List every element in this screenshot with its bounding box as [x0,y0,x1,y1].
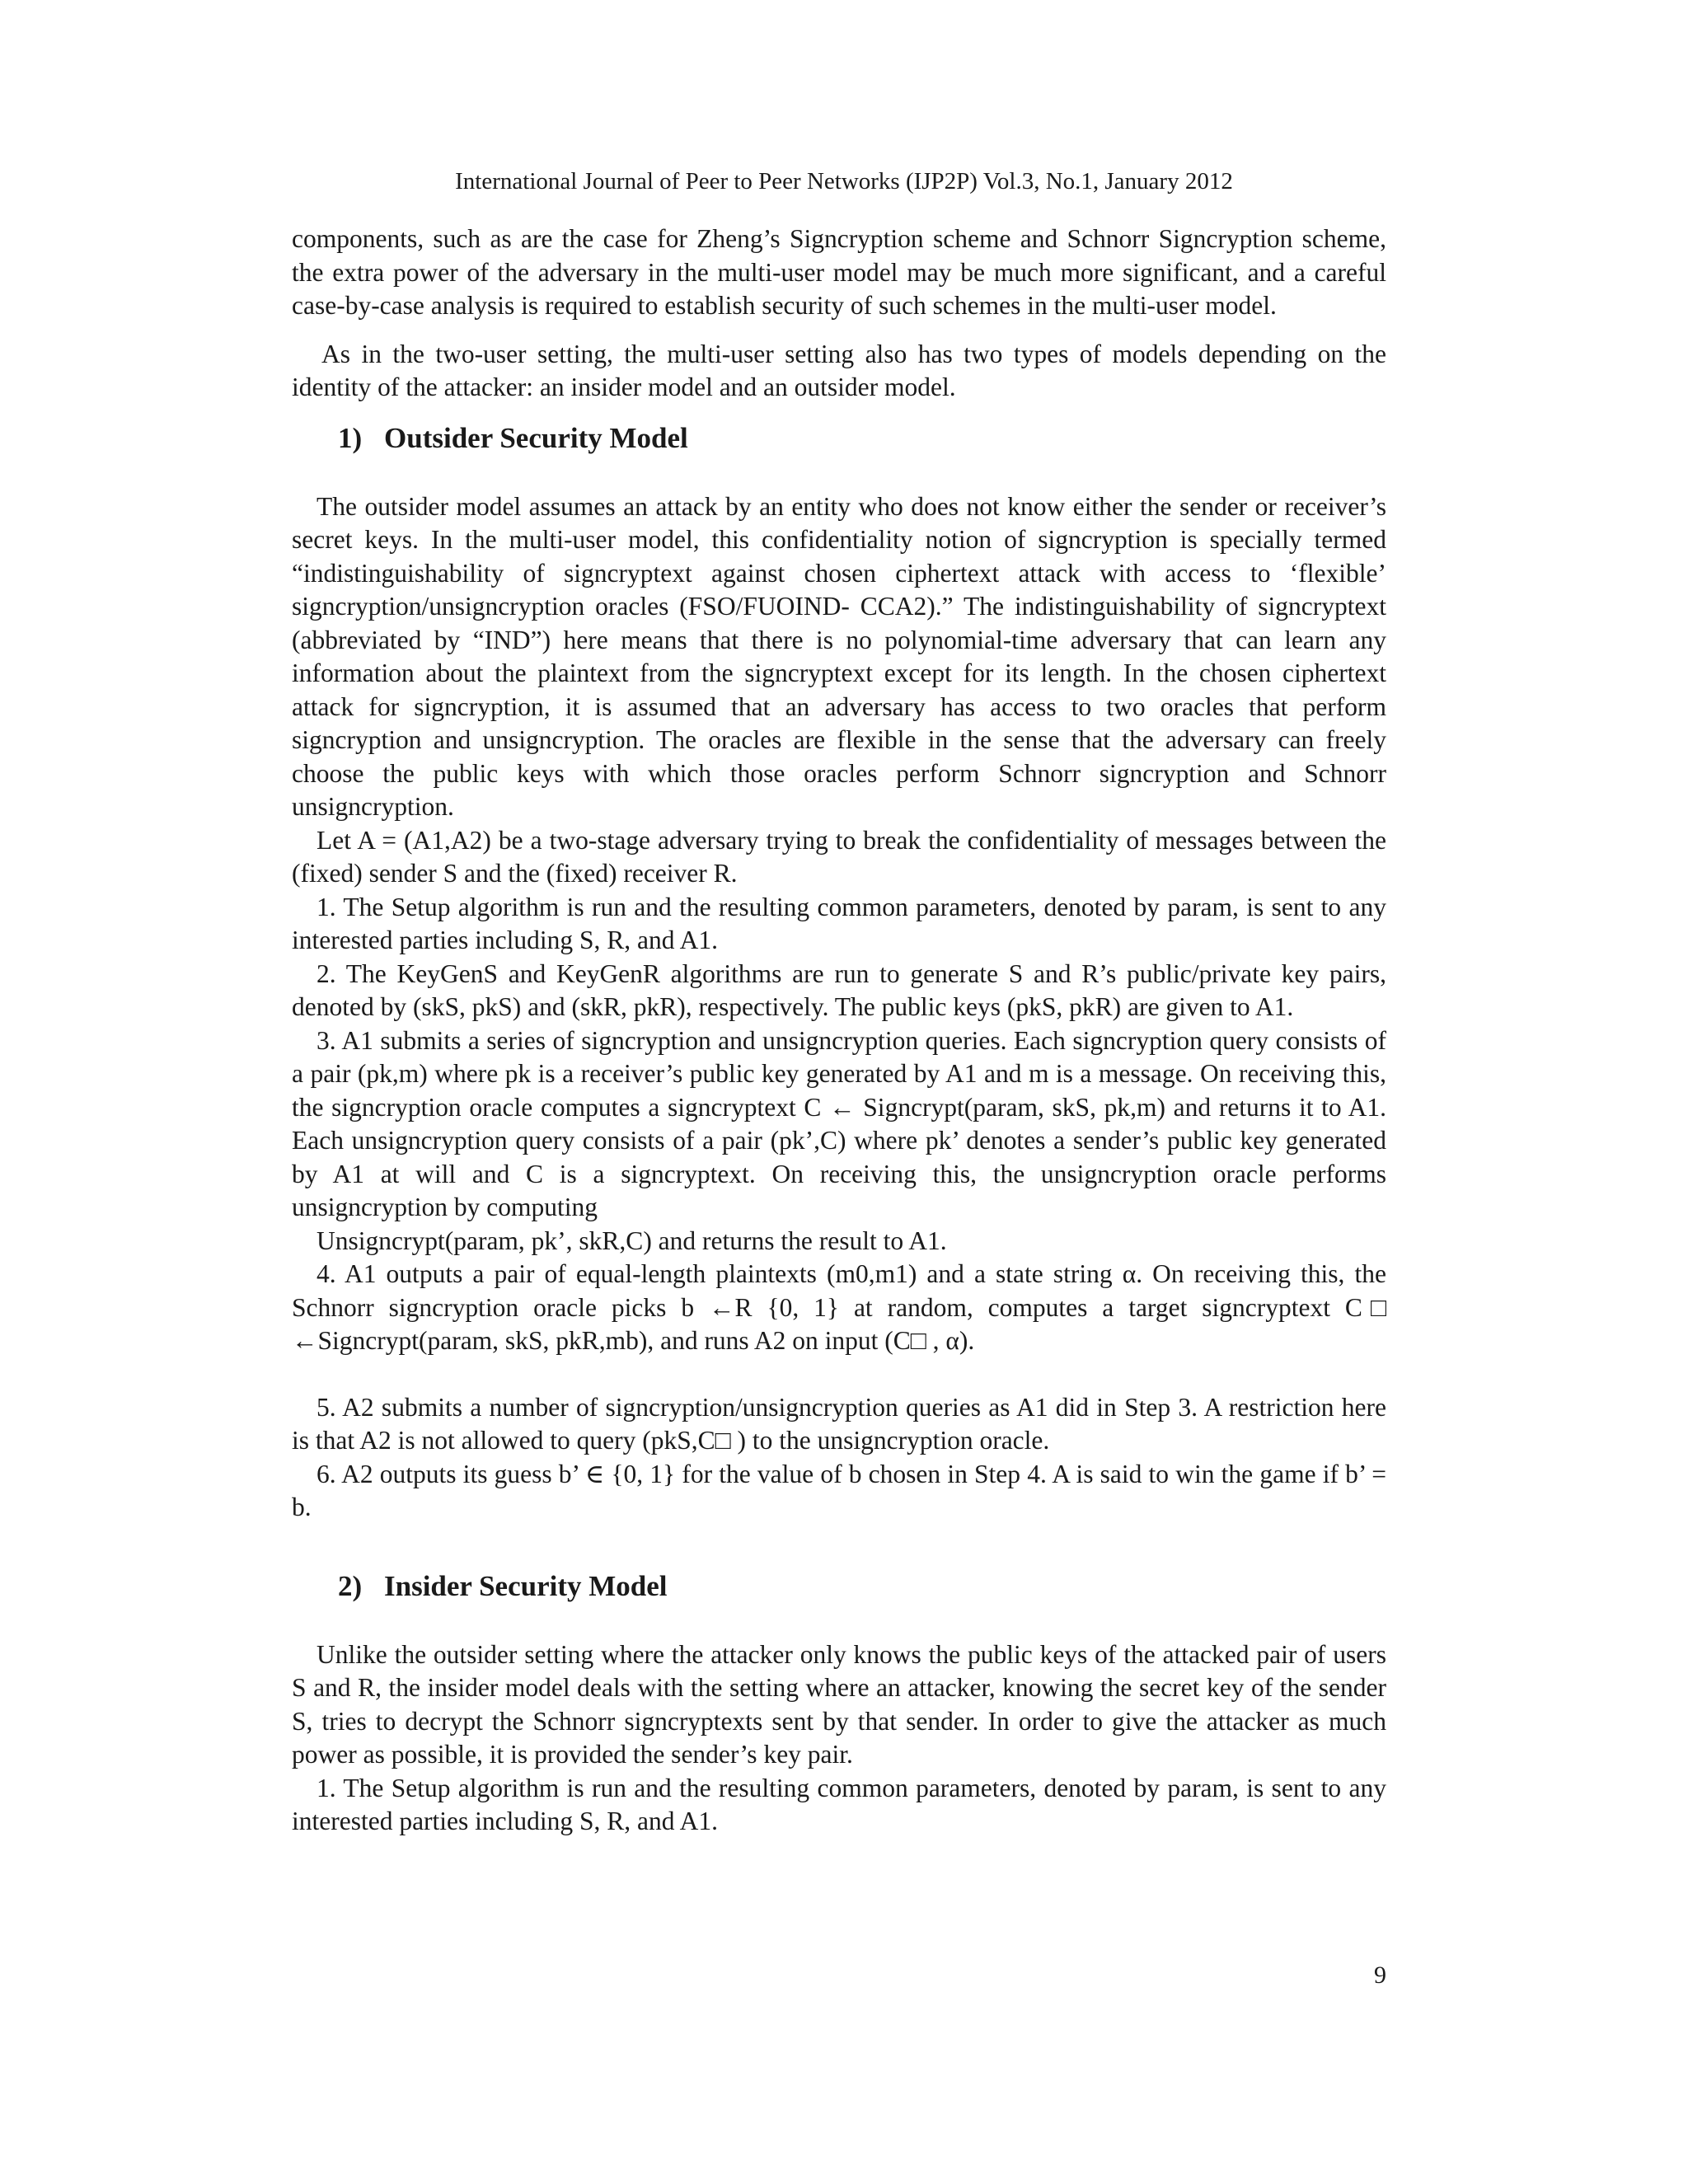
section-heading-insider [292,1568,1386,1605]
paragraph: The outsider model assumes an attack by an entity who does not know either the sender or receiver’s secret keys. In the multi-user model, this confidentiality notion of signcryption is specially termed “indistinguishability of signcryptext against chosen ciphertext attack with access to ‘flexible’ signcryption/unsigncryption oracles (FSO/FUOIND- CCA2).” The indistinguishability of signcryptext (abbreviated by “IND”) here means that there is no polynomial-time adversary that can learn any information about the plaintext from the signcryptext except for its length. In the chosen ciphertext attack for signcryption, it is assumed that an adversary has access to two oracles that perform signcryption and unsigncryption. The oracles are flexible in the sense that the adversary can freely choose the public keys with which those oracles perform Schnorr signcryption and Schnorr unsigncryption. [292,491,1386,821]
heading-number: 1) [338,421,363,454]
paragraph: Let A = (A1,A2) be a two-stage adversary trying to break the confidentiality of messages between the (fixed) sender S and the (fixed) receiver R. [292,825,1386,888]
list-item: 5. A2 submits a number of signcryption/unsigncryption queries as A1 did in Step 3. A restriction here is that A2 is not allowed to query (pkS,C□ ) to the unsigncryption oracle. [292,1392,1386,1455]
body-text [292,223,1386,1839]
section-heading-outsider [292,419,1386,457]
list-item: 1. The Setup algorithm is run and the resulting common parameters, denoted by param, is sent to any interested parties including S, R, and A1. [292,1773,1386,1835]
list-item: Unsigncrypt(param, pk’, skR,C) and returns the result to A1. [316,1226,947,1255]
paragraph: Unlike the outsider setting where the attacker only knows the public keys of the attacked pair of users S and R, the insider model deals with the setting where an attacker, knowing the secret key of the sender S, tries to decrypt the Schnorr signcryptexts sent by that sender. In order to give the attacker as much power as possible, it is provided the sender’s key pair. [292,1639,1386,1769]
paragraph: components, such as are the case for Zheng’s Signcryption scheme and Schnorr Signcryption scheme, the extra power of the adversary in the multi-user model may be much more significant, and a careful case-by-case analysis is required to establish security of such schemes in the multi-user model. [292,224,1386,320]
heading-number: 2) [338,1569,363,1602]
heading-title: Outsider Security Model [384,421,688,454]
paragraph: As in the two-user setting, the multi-user setting also has two types of models depending on the identity of the attacker: an insider model and an outsider model. [292,339,1386,401]
list-item: 4. A1 outputs a pair of equal-length plaintexts (m0,m1) and a state string α. On receiving this, the Schnorr signcryption oracle picks b ←R {0, 1} at random, computes a target signcryptext C□ ←Signcrypt(param, skS, pkR,mb), and runs A2 on input (C□ , α). [292,1259,1386,1355]
page-number: 9 [1374,1961,1386,1989]
running-header: International Journal of Peer to Peer Networks (IJP2P) Vol.3, No.1, January 2012 [455,168,1233,194]
list-item: 6. A2 outputs its guess b’ ∈ {0, 1} for the value of b chosen in Step 4. A is said to win the game if b’ = b. [292,1459,1386,1521]
list-item: 3. A1 submits a series of signcryption and unsigncryption queries. Each signcryption query consists of a pair (pk,m) where pk is a receiver’s public key generated by A1 and m is a message. On receiving this, the signcryption oracle computes a signcryptext C ← Signcrypt(param, skS, pk,m) and returns it to A1. Each unsigncryption query consists of a pair (pk’,C) where pk’ denotes a sender’s public key generated by A1 at will and C is a signcryptext. On receiving this, the unsigncryption oracle performs unsigncryption by computing [292,1025,1386,1221]
heading-title: Insider Security Model [384,1569,668,1602]
list-item: 1. The Setup algorithm is run and the resulting common parameters, denoted by param, is sent to any interested parties including S, R, and A1. [292,892,1386,954]
list-item: 2. The KeyGenS and KeyGenR algorithms are run to generate S and R’s public/private key pairs, denoted by (skS, pkS) and (skR, pkR), respectively. The public keys (pkS, pkR) are given to A1. [292,958,1386,1021]
